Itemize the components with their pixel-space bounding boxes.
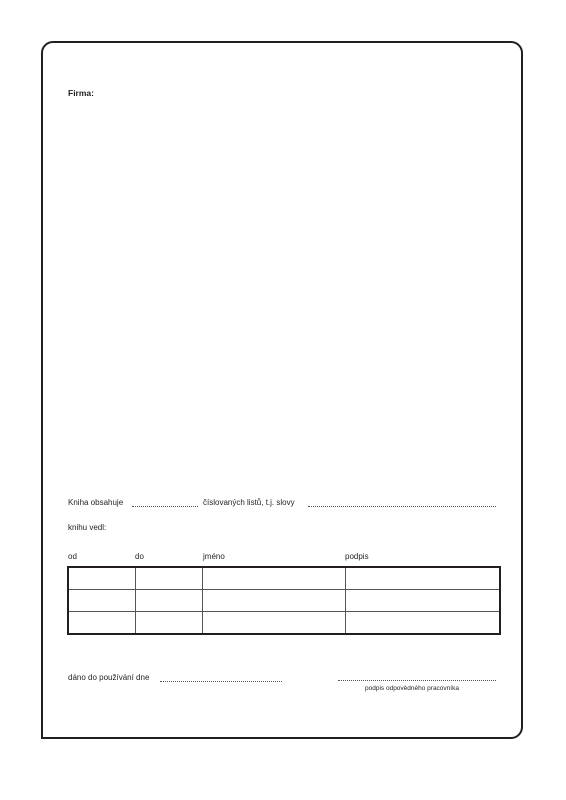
cell-from[interactable]: [68, 590, 135, 612]
column-header-name: jméno: [203, 552, 225, 561]
custodian-log-table: [67, 566, 501, 635]
cell-signature[interactable]: [345, 612, 500, 635]
cell-to[interactable]: [135, 590, 202, 612]
company-label: Firma:: [68, 88, 94, 98]
signature-caption: podpis odpovědného pracovníka: [365, 685, 459, 692]
sheet-count-words-field[interactable]: [308, 506, 496, 507]
table-row: [68, 567, 500, 590]
issued-date-field[interactable]: [160, 681, 282, 682]
issued-date-label: dáno do používání dne: [68, 673, 150, 682]
cell-to[interactable]: [135, 612, 202, 635]
cell-name[interactable]: [202, 567, 345, 590]
cell-signature[interactable]: [345, 567, 500, 590]
sheet-count-field[interactable]: [132, 506, 198, 507]
table-row: [68, 590, 500, 612]
column-header-signature: podpis: [345, 552, 369, 561]
table-row: [68, 612, 500, 635]
column-header-to: do: [135, 552, 144, 561]
cell-signature[interactable]: [345, 590, 500, 612]
numbered-sheets-label: číslovaných listů, t.j. slovy: [203, 498, 295, 507]
cell-name[interactable]: [202, 590, 345, 612]
cell-to[interactable]: [135, 567, 202, 590]
cell-from[interactable]: [68, 567, 135, 590]
cell-name[interactable]: [202, 612, 345, 635]
column-header-from: od: [68, 552, 77, 561]
kept-by-label: knihu vedl:: [68, 523, 107, 532]
cell-from[interactable]: [68, 612, 135, 635]
responsible-signature-field[interactable]: [338, 680, 496, 681]
book-contains-label: Kniha obsahuje: [68, 498, 124, 507]
